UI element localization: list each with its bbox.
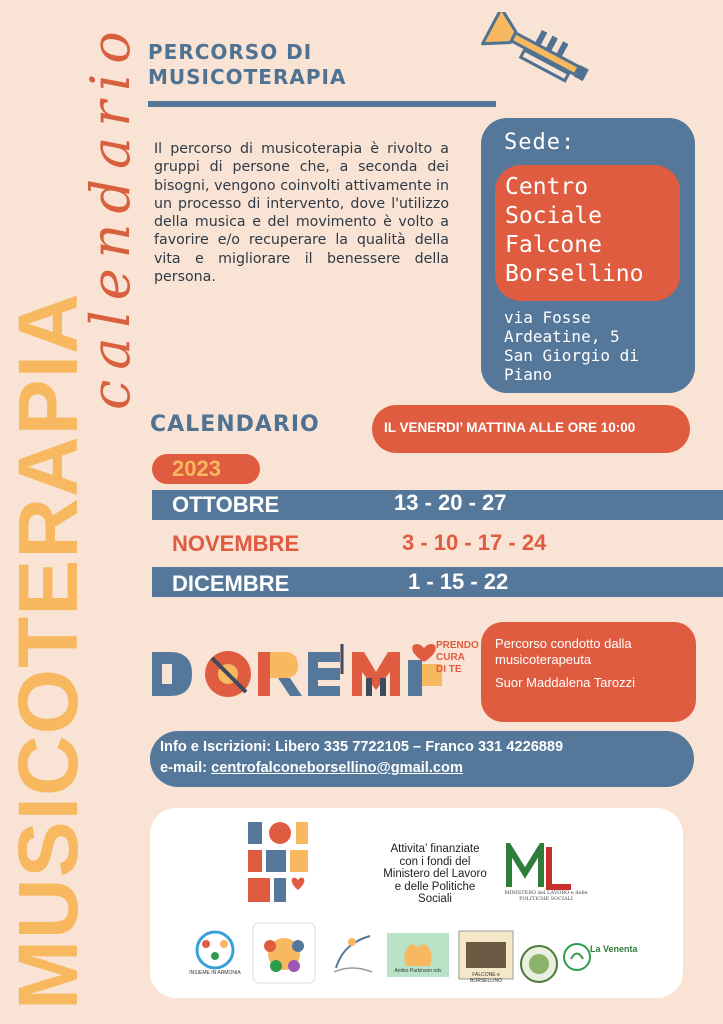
month-name: NOVEMBRE <box>172 531 300 556</box>
venue-name-line: Borsellino <box>505 261 644 287</box>
month-name: DICEMBRE <box>172 571 290 596</box>
doremi-tagline-line: CURA <box>436 652 465 663</box>
si-puo-fare-logo <box>252 922 316 984</box>
page-title <box>148 40 346 90</box>
month-days: 13 - 20 - 27 <box>394 490 507 515</box>
la-veneta-name: La Venenta <box>590 944 638 954</box>
info-contacts: Info e Iscrizioni: Libero 335 7722105 – Franco 331 4226889 <box>160 739 564 755</box>
info-email-prefix: e-mail: <box>160 760 212 776</box>
doremi-tagline-line: DI TE <box>436 664 462 675</box>
centro-caption: FALCONE e BORSELLINO <box>470 972 502 984</box>
month-days: 3 - 10 - 17 - 24 <box>402 530 547 555</box>
venue-name-line: Sociale <box>505 203 602 229</box>
ministry-logo <box>505 843 575 891</box>
email-link[interactable]: centrofalconeborsellino@gmail.com <box>211 760 463 776</box>
round-seal-logo <box>518 944 560 984</box>
page-title-line1: PERCORSO DI <box>148 40 313 64</box>
la-veneta-icon <box>562 942 592 972</box>
venue-name-line: Centro <box>505 174 589 200</box>
page-title-line2: MUSICOTERAPIA <box>148 65 347 89</box>
vertical-title-musicoterapia: MUSICOTERAPIA <box>1 292 95 1010</box>
dancer-logo <box>326 928 378 976</box>
year-text: 2023 <box>172 456 221 481</box>
info-email-line <box>160 760 463 776</box>
intro-paragraph: Il percorso di musicoterapia è rivolto a gruppi di persone che, a seconda dei bisogni, vengono coinvolti attivamente in un processo di intervento, dove l'utilizzo della musica e del movimento è volto a favorire e/o recuperare la qualità della vita e migliorare il benessere della persona. <box>154 141 449 286</box>
venue-address <box>504 308 689 384</box>
venue-label: Sede: <box>504 130 576 155</box>
ministry-caption: MINISTERO del LAVORO e delle POLITICHE SOCIALI <box>504 890 588 902</box>
month-name: OTTOBRE <box>172 492 280 517</box>
amiko-caption: Amiko Parkinson odv <box>394 968 442 974</box>
month-days: 1 - 15 - 22 <box>408 569 509 594</box>
conductor-name: Suor Maddalena Tarozzi <box>495 675 635 690</box>
venue-name <box>505 173 685 289</box>
insieme-caption: INSIEME IN ARMONIA <box>189 970 241 976</box>
doremi-tagline-line: PRENDO <box>436 640 479 651</box>
doremi-logo <box>150 634 470 706</box>
calendar-title: CALENDARIO <box>150 412 320 437</box>
conductor-role: Percorso condotto dalla musicoterapeuta <box>495 636 632 667</box>
trumpet-icon <box>474 12 594 112</box>
venue-address-line: Ardeatine, 5 <box>504 327 620 346</box>
schedule-text: IL VENERDI’ MATTINA ALLE ORE 10:00 <box>384 420 636 435</box>
venue-address-line: via Fosse <box>504 308 591 327</box>
venue-address-line: Piano <box>504 365 553 384</box>
doremi-small-logo <box>246 818 312 914</box>
doremi-tagline <box>436 640 479 676</box>
venue-name-line: Falcone <box>505 232 602 258</box>
title-underline <box>148 101 496 107</box>
funding-text: Attivita’ finanziate con i fondi del Ministero del Lavoro e delle Politiche Sociali <box>383 843 487 905</box>
vertical-title-calendario: calendario <box>79 21 142 410</box>
venue-address-line: San Giorgio di <box>504 346 639 365</box>
